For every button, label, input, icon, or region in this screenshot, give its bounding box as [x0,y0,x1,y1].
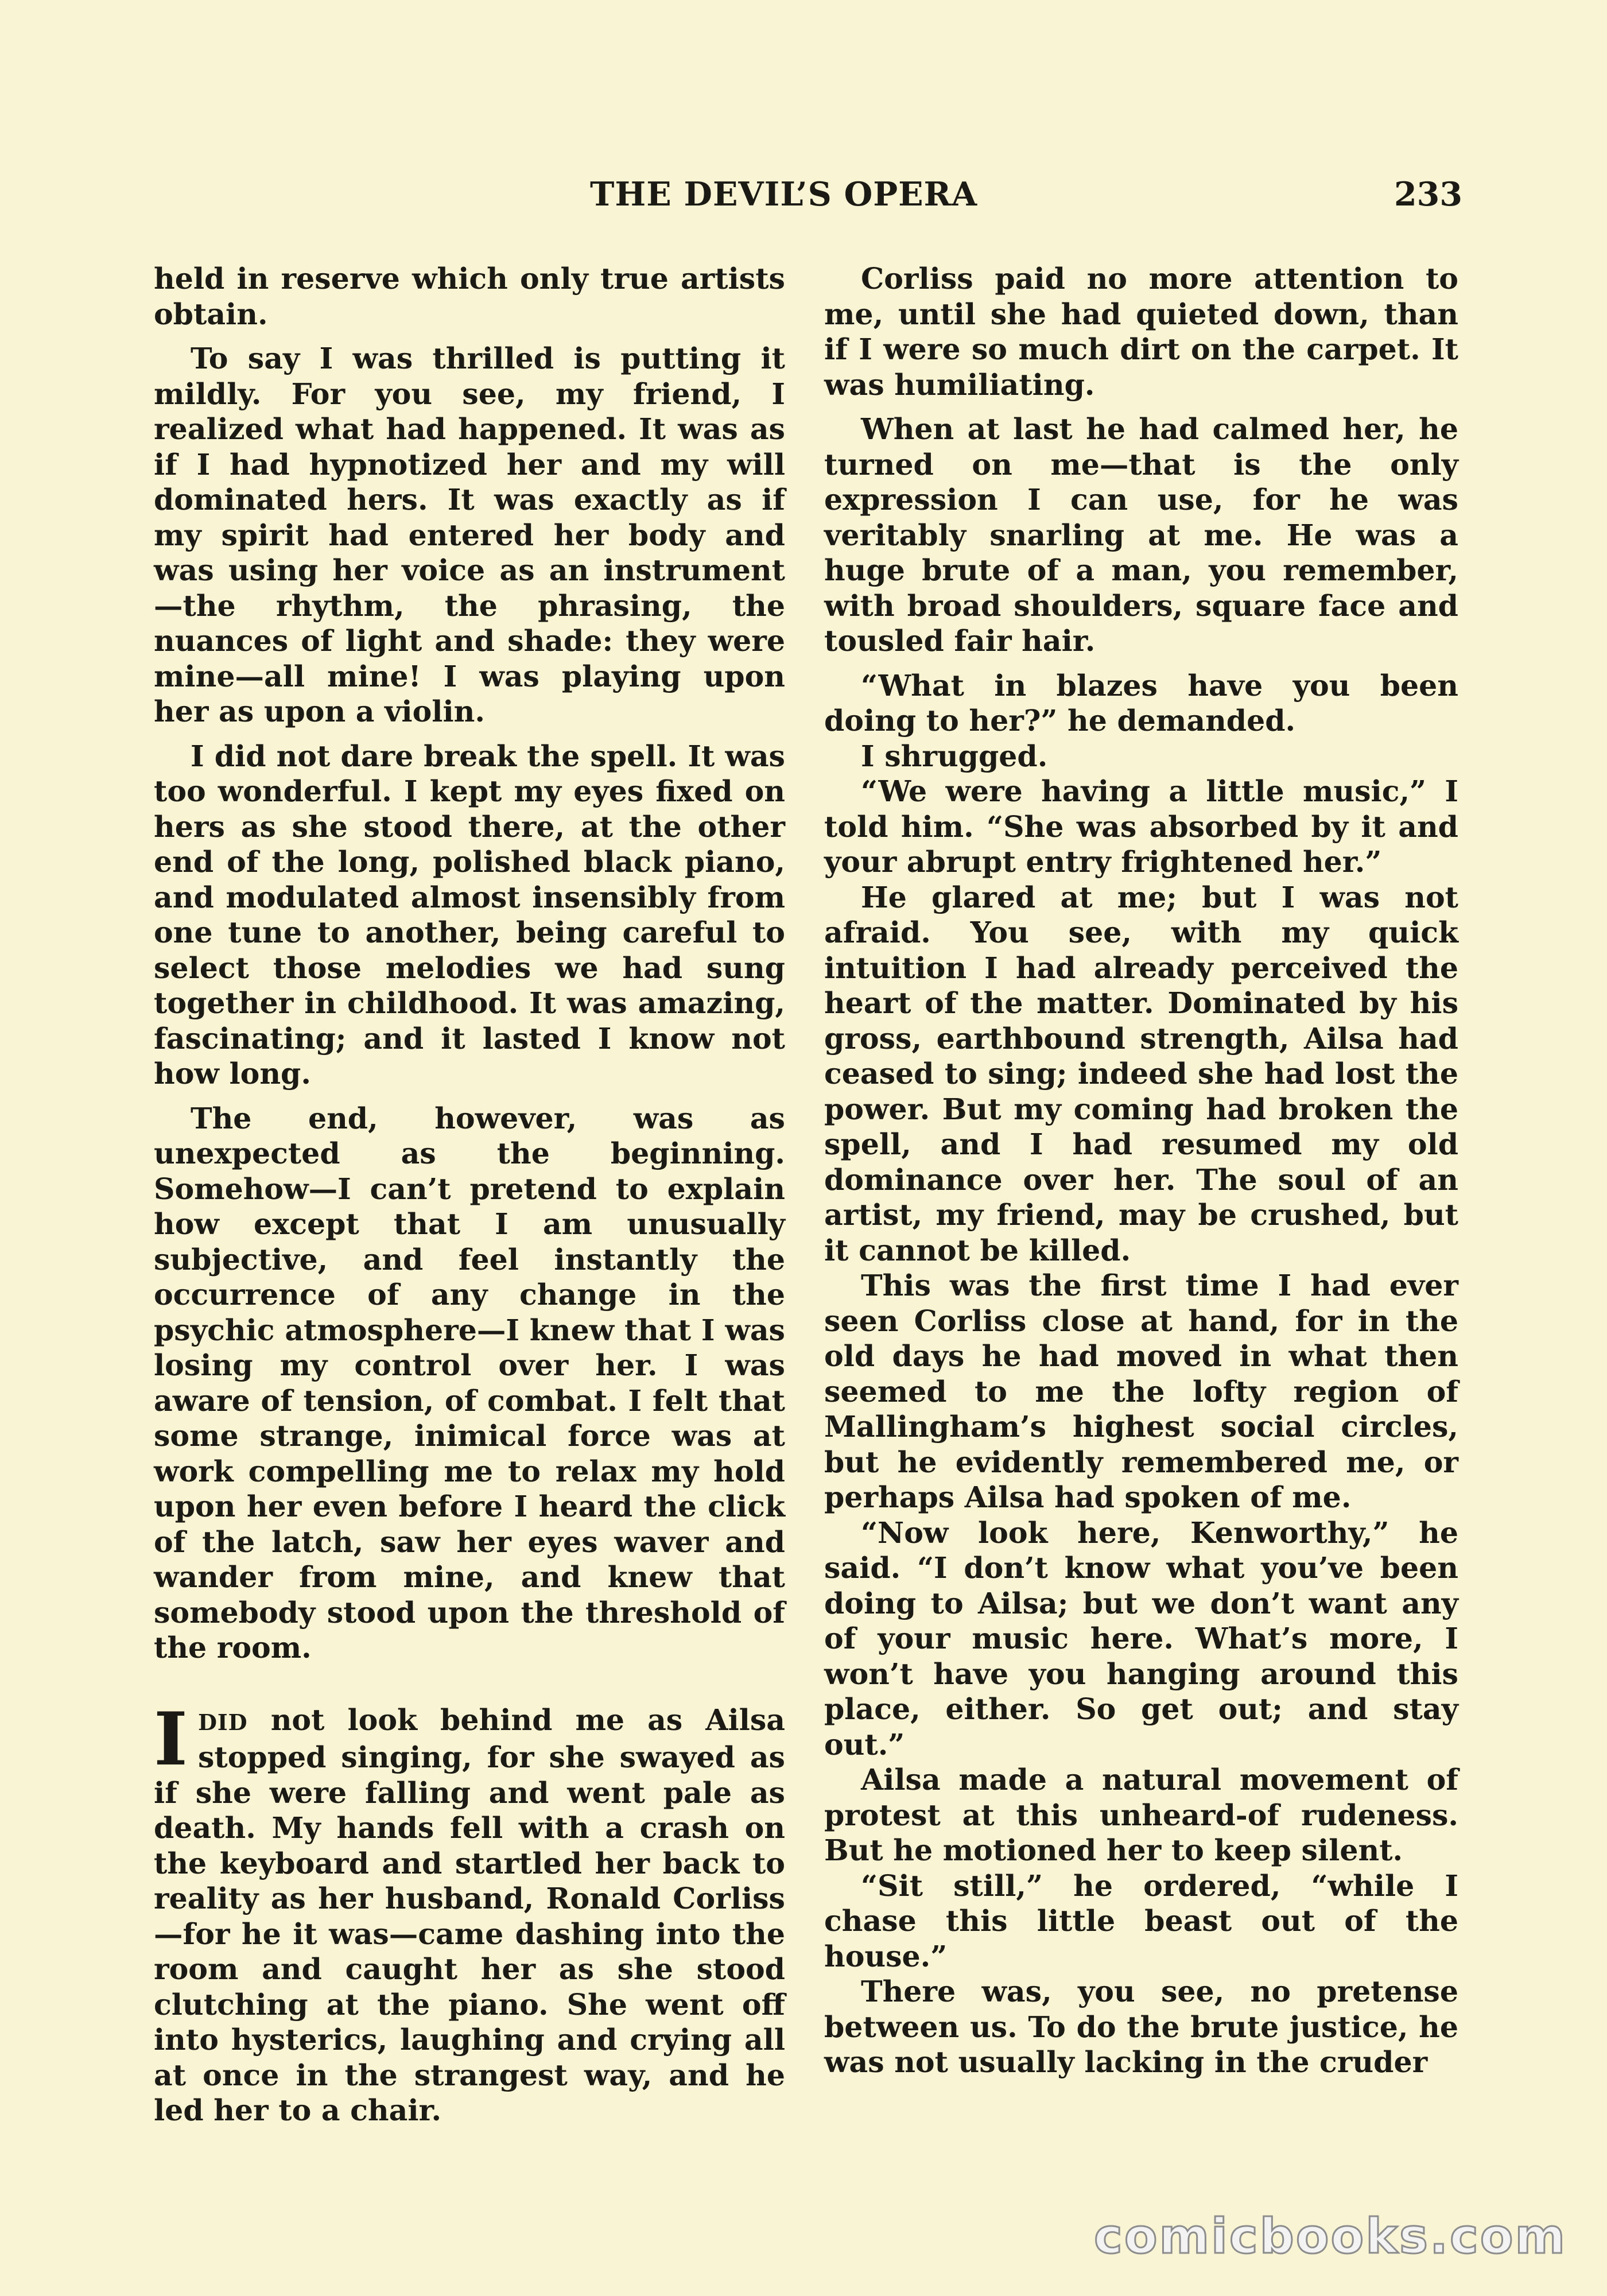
site-watermark: comicbooks.com [1094,2208,1567,2264]
paragraph: There was, you see, no pretense between us. To do the brute justice, he was not usually lacking in the cruder [824,1975,1458,2079]
running-head [154,175,1462,221]
paragraph: Corliss paid no more attention to me, until she had quieted down, than if I were so much dirt on the carpet. It was humiliating. [824,262,1458,402]
small-caps-word: DID [197,1709,248,1735]
paragraph: “Sit still,” he ordered, “while I chase this little beast out of the house.” [824,1868,1458,1973]
paragraph: Ailsa made a natural movement of protest at this unheard-of rudeness. But he motioned her to keep silent. [824,1763,1458,1867]
paragraph-continued: held in reserve which only true artists obtain. [154,262,785,331]
paragraph: This was the first time I had ever seen Corliss close at hand, for in the old days he had moved in what then seemed to me the lofty region of Mallingham’s highest social circles, but he evidently remembered me, or perhaps Ailsa had spoken of me. [824,1269,1458,1514]
paragraph: The end, however, was as unexpected as the beginning. Somehow—I can’t pretend to explain how except that I am unusually subjective, and feel instantly the occurrence of any change in the psychic atmosphere—I knew that I was losing my control over her. I was aware of tension, of combat. I felt that some strange, inimical force was at work compelling me to relax my hold upon her even before I heard the click of the latch, saw her eyes waver and wander from mine, and knew that somebody stood upon the threshold of the room. [154,1101,785,1665]
paragraph: I did not dare break the spell. It was too wonderful. I kept my eyes fixed on hers as she stood there, at the other end of the long, polished black piano, and modulated almost insensibly from one tune to another, being careful to select those melodies we had sung together in childhood. It was amazing, fascinating; and it lasted I know not how long. [154,739,785,1091]
page-number: 233 [1394,175,1462,214]
paragraph: When at last he had calmed her, he turned on me—that is the only expression I can use, for he was veritably snarling at me. He was a huge brute of a man, you remember, with broad shoulders, square face and tousled fair hair. [824,412,1458,658]
paragraph: “Now look here, Kenworthy,” he said. “I don’t know what you’ve been doing to Ailsa; but we don’t want any of your music here. What’s more, I won’t have you hanging around this place, either. So get out; and stay out.” [824,1515,1458,1762]
right-column [824,261,1458,2080]
paragraph: He glared at me; but I was not afraid. You see, with my quick intuition I had already perceived the heart of the matter. Dominated by his gross, earthbound strength, Ailsa had ceased to sing; indeed she had lost the power. But my coming had broken the spell, and I had resumed my old dominance over her. The soul of an artist, my friend, may be crushed, but it cannot be killed. [824,880,1458,1267]
running-title: THE DEVIL’S OPERA [590,175,978,214]
paragraph: I shrugged. [861,739,1048,773]
paragraph: “What in blazes have you been doing to her?” he demanded. [824,668,1458,738]
drop-cap: I [154,1696,188,1782]
paragraph: “We were having a little music,” I told him. “She was absorbed by it and your abrupt entry frightened her.” [824,774,1458,879]
section-start-paragraph [154,1696,785,2128]
left-column [154,261,785,2138]
section-start-text: not look behind me as Ailsa stopped singing, for she swayed as if she were falling and went pale as death. My hands fell with a crash on the keyboard and startled her back to reality as her husband, Ronald Corliss—for he it was—came dashing into the room and caught her as she stood clutching at the piano. She went off into hysterics, laughing and crying all at once in the strangest way, and he led her to a chair. [154,1702,785,2127]
paragraph: To say I was thrilled is putting it mildly. For you see, my friend, I realized what had happened. It was as if I had hypnotized her and my will dominated hers. It was exactly as if my spirit had entered her body and was using her voice as an instrument—the rhythm, the phrasing, the nuances of light and shade: they were mine—all mine! I was playing upon her as upon a violin. [154,342,785,728]
